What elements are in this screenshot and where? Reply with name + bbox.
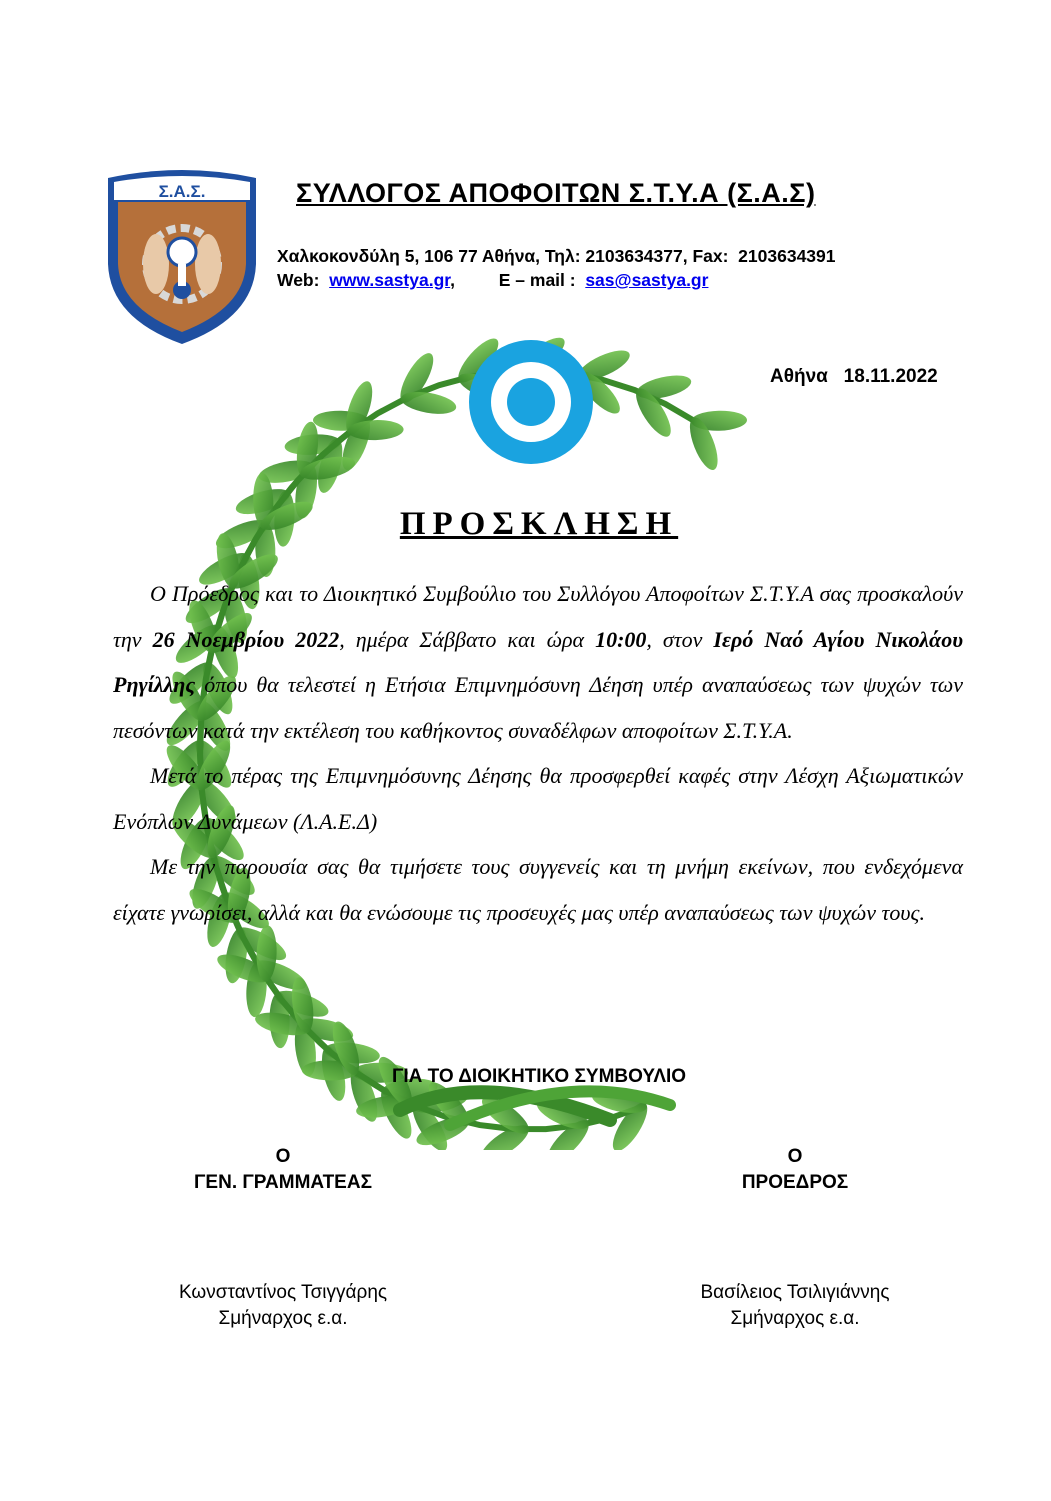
website-link[interactable]: www.sastya.gr xyxy=(329,270,451,290)
web-label: Web: xyxy=(277,270,330,290)
signature-left-article: Ο xyxy=(275,1146,291,1167)
signature-right-name-block xyxy=(670,1280,920,1332)
signature-left-rank: Σμήναρχος ε.α. xyxy=(218,1308,348,1329)
date-line: Αθήνα 18.11.2022 xyxy=(770,366,938,387)
signature-right-article: Ο xyxy=(787,1146,803,1167)
email-label: E – mail : xyxy=(498,270,586,290)
web-separator: , xyxy=(450,270,499,290)
p1-text-d: όπου θα τελεστεί η Ετήσια Επιμνημόσυνη Δέηση υπέρ αναπαύσεως των ψυχών των πεσόντων κατά την εκτέλεση του καθήκοντος συναδέλφων αποφοίτων Σ.Τ.Υ.Α. xyxy=(113,672,963,743)
board-line: ΓΙΑ ΤΟ ΔΙΟΙΚΗΤΙΚΟ ΣΥΜΒΟΥΛΙΟ xyxy=(391,1066,687,1087)
signature-left-role: ΓΕΝ. ΓΡΑΜΜΑΤΕΑΣ xyxy=(194,1172,372,1193)
signature-left xyxy=(160,1144,406,1196)
association-logo-icon xyxy=(104,168,260,346)
event-time: 10:00 xyxy=(595,626,647,652)
p1-text-b: , ημέρα Σάββατο και ώρα xyxy=(339,626,596,652)
logo-text: Σ.Α.Σ. xyxy=(158,182,206,201)
invitation-heading: ΠΡΟΣΚΛΗΣΗ xyxy=(399,506,679,542)
organization-title: ΣΥΛΛΟΓΟΣ ΑΠΟΦΟΙΤΩΝ Σ.Τ.Υ.Α (Σ.Α.Σ) xyxy=(296,178,816,208)
email-link[interactable]: sas@sastya.gr xyxy=(585,270,709,290)
signature-left-name: Κωνσταντίνος Τσιγγάρης xyxy=(178,1282,388,1303)
event-place: Ιερό Ναό Αγίου Νικολάου Ρηγίλλης xyxy=(113,626,963,697)
invitation-body xyxy=(113,571,963,935)
signature-right-name: Βασίλειος Τσιλιγιάννης xyxy=(700,1282,890,1303)
p1-text-c: , στον xyxy=(646,626,714,652)
roundel-icon xyxy=(469,340,593,464)
event-date: 26 Νοεμβρίου 2022 xyxy=(152,626,340,652)
address-line: Χαλκοκονδύλη 5, 106 77 Αθήνα, Τηλ: 2103634377, Fax: 2103634391 xyxy=(277,246,836,266)
p1-text-a: Ο Πρόεδρος και το Διοικητικό Συμβούλιο του Συλλόγου Αποφοίτων Σ.Τ.Υ.Α σας προσκαλούν την xyxy=(113,581,963,652)
signature-left-name-block xyxy=(160,1280,406,1332)
signature-right-role: ΠΡΟΕΔΡΟΣ xyxy=(741,1172,849,1193)
web-email-line xyxy=(277,270,708,291)
paragraph-2: Μετά το πέρας της Επιμνημόσυνης Δέησης θα προσφερθεί καφές στην Λέσχη Αξιωματικών Ενόπλων Δυνάμεων (Λ.Α.Ε.Δ) xyxy=(113,763,963,834)
paragraph-1 xyxy=(113,571,963,753)
signature-right xyxy=(670,1144,920,1196)
paragraph-3: Με την παρουσία σας θα τιμήσετε τους συγγενείς και τη μνήμη εκείνων, που ενδεχόμενα είχατε γνωρίσει, αλλά και θα ενώσουμε τις προσευχές μας υπέρ αναπαύσεως των ψυχών τους. xyxy=(113,854,963,925)
signature-right-rank: Σμήναρχος ε.α. xyxy=(730,1308,860,1329)
